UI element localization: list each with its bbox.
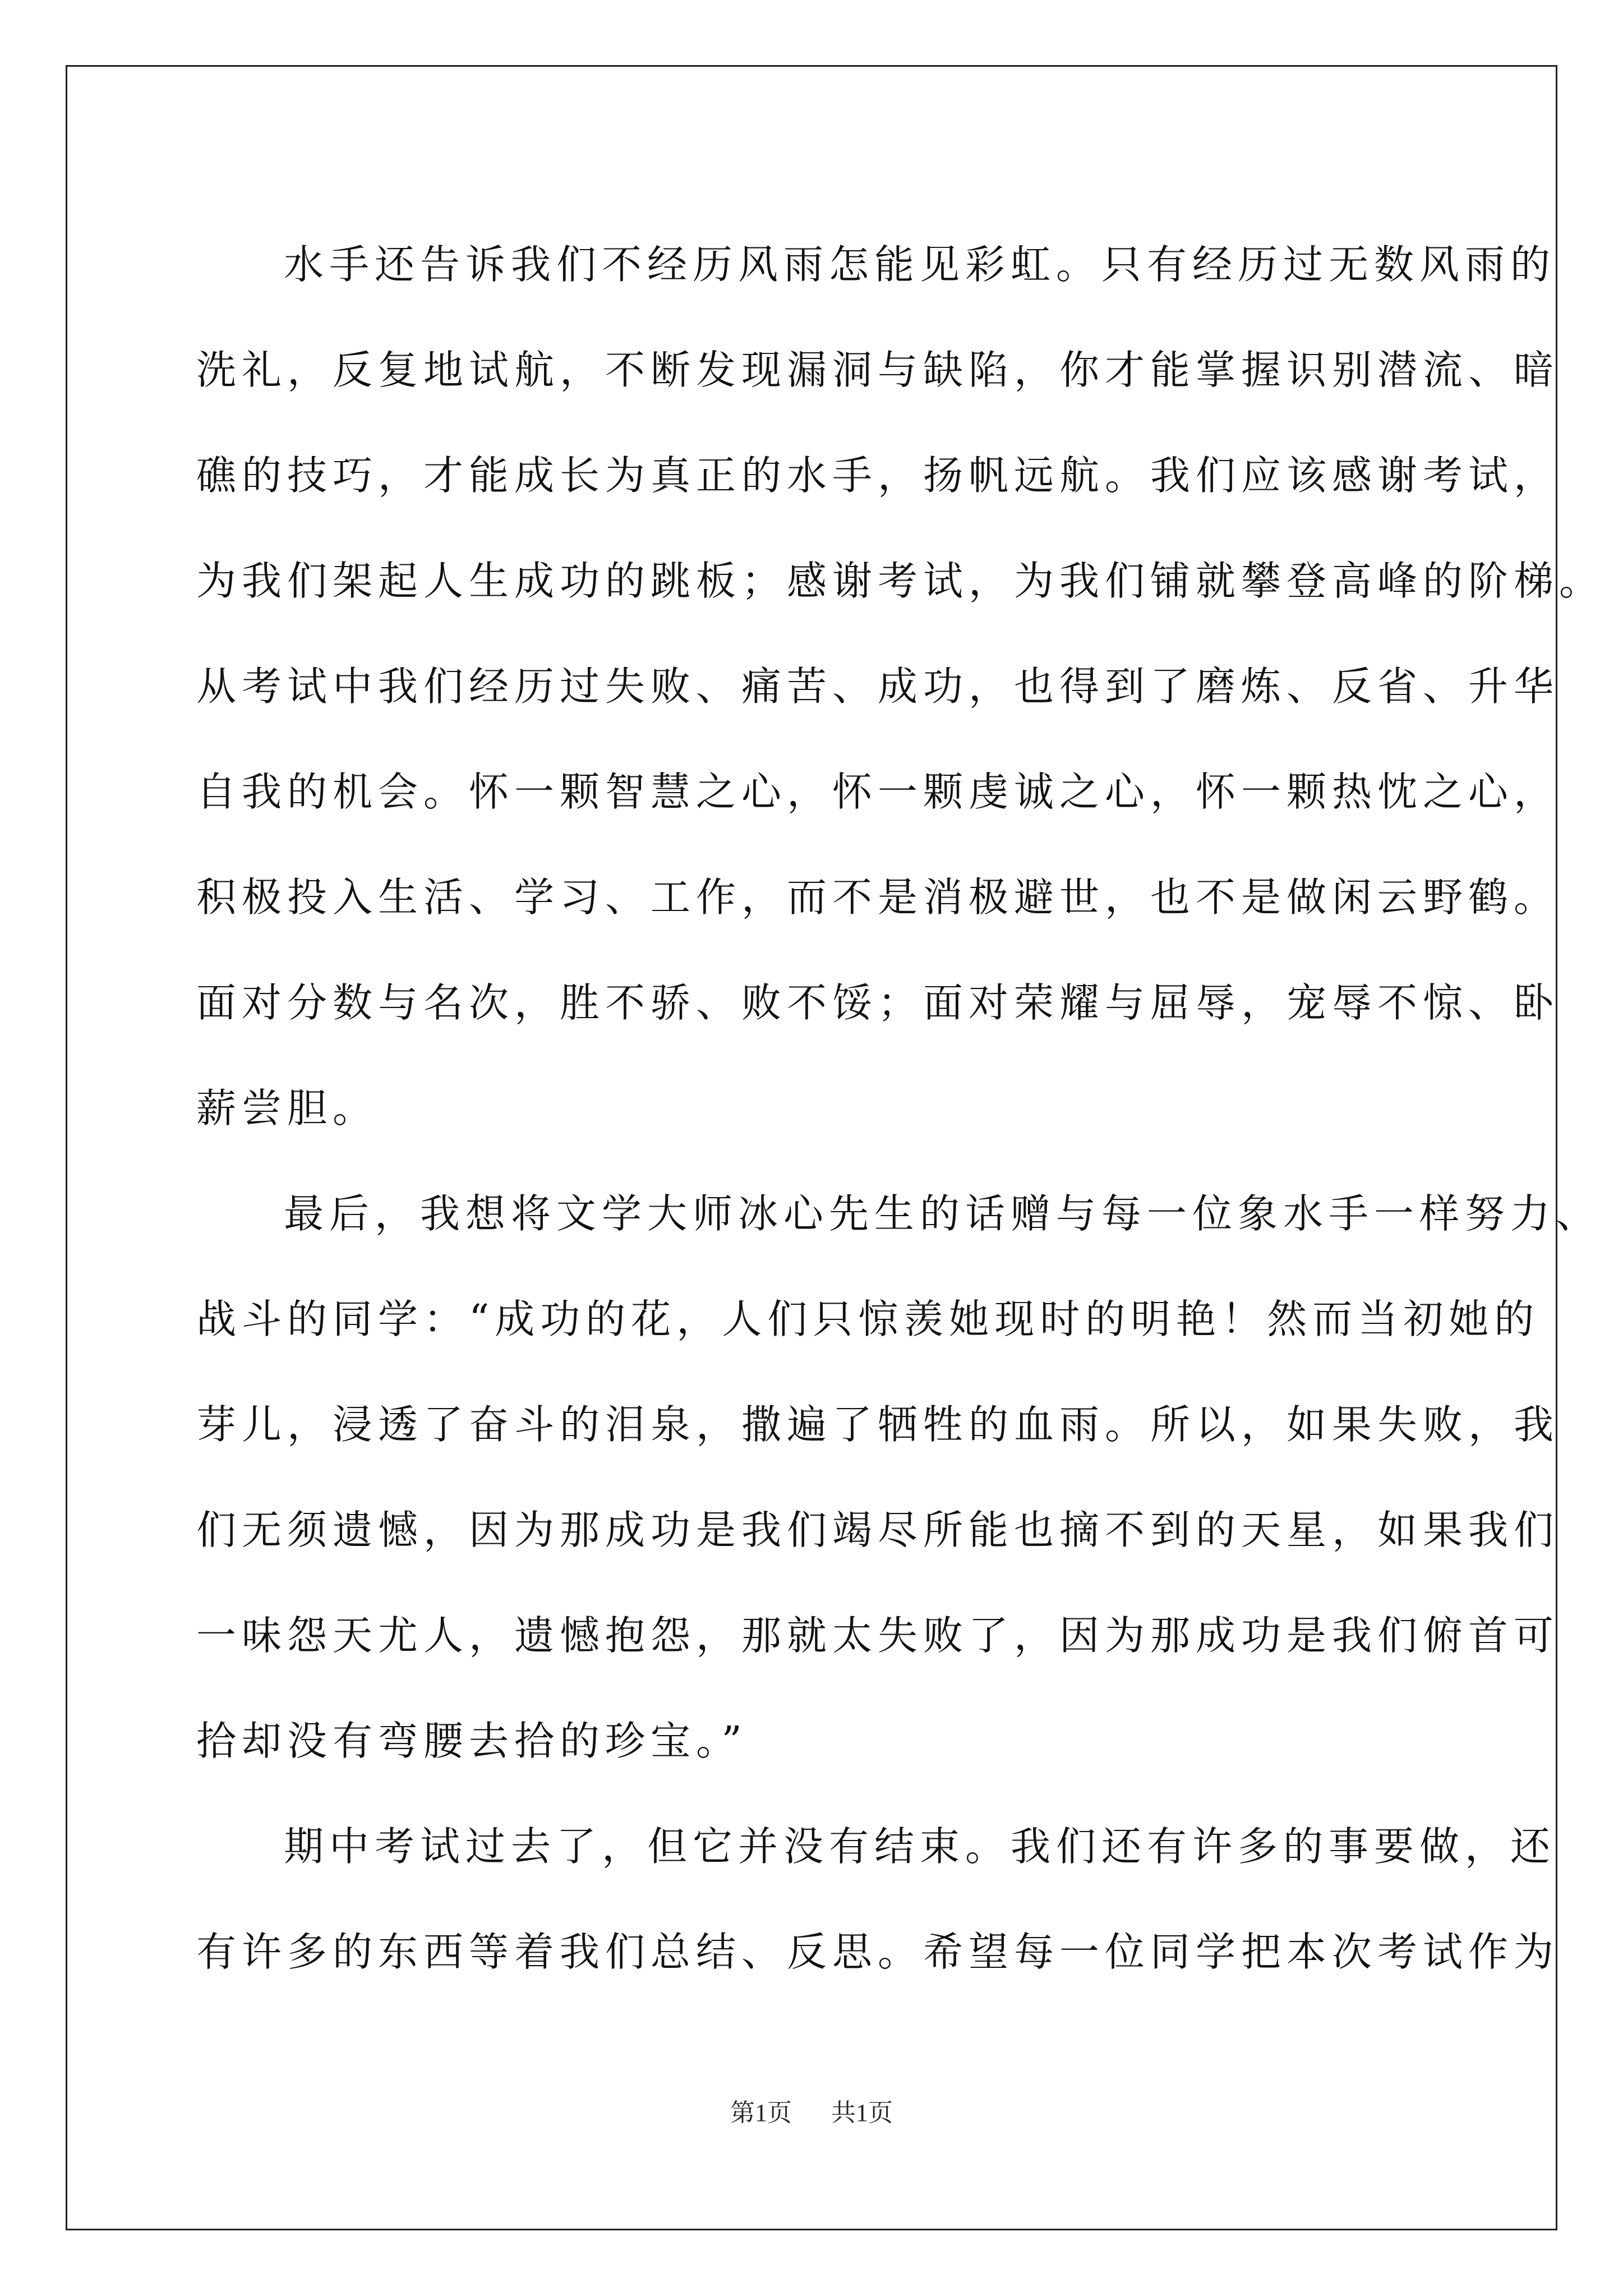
text-line: 面对分数与名次，胜不骄、败不馁；面对荣耀与屈辱，宠辱不惊、卧 [196,979,1560,1026]
text-line: 拾却没有弯腰去拾的珍宝。” [196,1718,748,1764]
page-number-total: 共1页 [831,2099,893,2127]
text-line: 战斗的同学：“成功的花，人们只惊羡她现时的明艳！然而当初她的 [196,1296,1540,1342]
text-line: 水手还告诉我们不经历风雨怎能见彩虹。只有经历过无数风雨的 [284,241,1556,288]
paragraph [196,1794,1560,2005]
text-line: 薪尝胆。 [196,1085,379,1131]
text-line: 芽儿，浸透了奋斗的泪泉，撒遍了牺牲的血雨。所以，如果失败，我 [196,1401,1560,1448]
text-line: 从考试中我们经历过失败、痛苦、成功，也得到了磨炼、反省、升华 [196,663,1560,710]
text-line: 们无须遗憾，因为那成功是我们竭尽所能也摘不到的天星，如果我们 [196,1507,1560,1553]
paragraph [196,212,1605,1161]
text-line: 洗礼，反复地试航，不断发现漏洞与缺陷，你才能掌握识别潜流、暗 [196,347,1560,393]
text-line: 有许多的东西等着我们总结、反思。希望每一位同学把本次考试作为 [196,1929,1560,1975]
paragraph [196,1161,1602,1794]
text-line: 期中考试过去了，但它并没有结束。我们还有许多的事要做，还 [284,1823,1556,1870]
document-body [196,212,1605,2005]
text-line: 自我的机会。怀一颗智慧之心，怀一颗虔诚之心，怀一颗热忱之心， [196,769,1560,815]
text-line: 礁的技巧，才能成长为真正的水手，扬帆远航。我们应该感谢考试， [196,452,1560,499]
text-line: 为我们架起人生成功的跳板；感谢考试，为我们铺就攀登高峰的阶梯。 [196,558,1605,604]
page-number-current: 第1页 [730,2099,792,2127]
text-line: 最后，我想将文学大师冰心先生的话赠与每一位象水手一样努力、 [284,1190,1602,1237]
text-line: 积极投入生活、学习、工作，而不是消极避世，也不是做闲云野鹤。 [196,874,1560,921]
page-footer [0,2092,1623,2128]
text-line: 一味怨天尤人，遗憾抱怨，那就太失败了，因为那成功是我们俯首可 [196,1612,1560,1659]
